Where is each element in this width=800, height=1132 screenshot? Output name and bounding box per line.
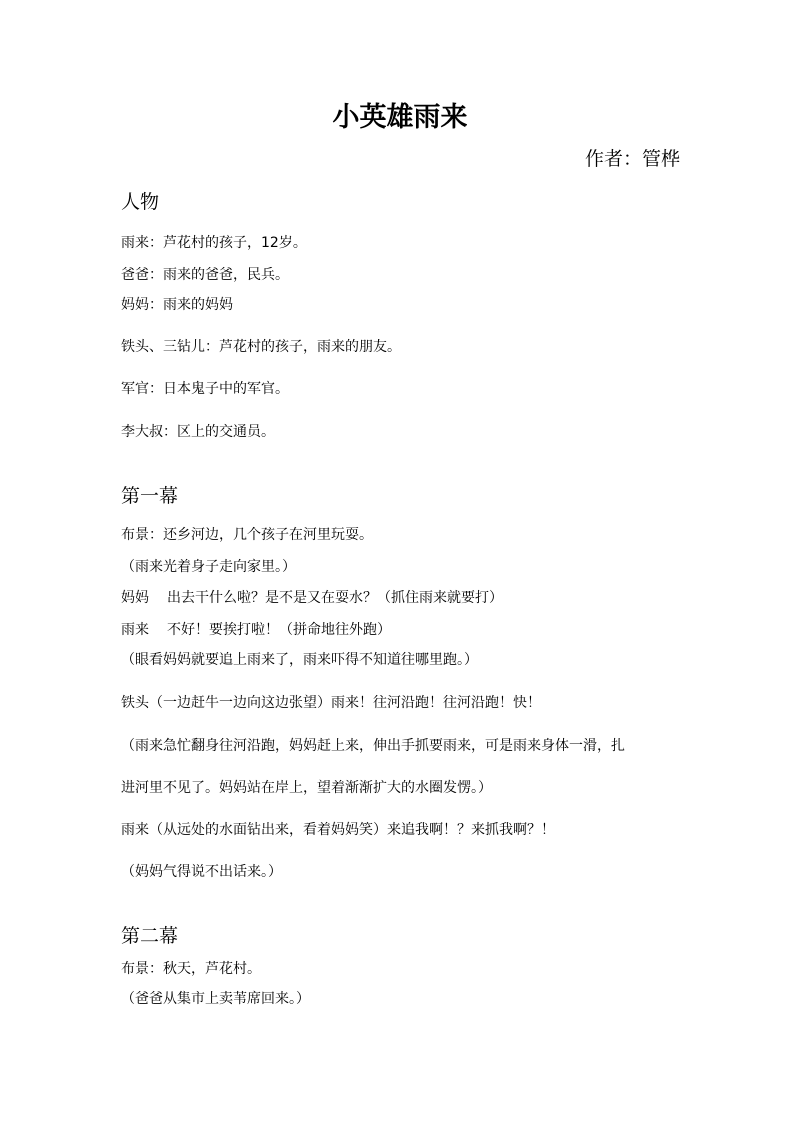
- character-line-li: 李大叔：区上的交通员。: [121, 424, 275, 440]
- act1-dialogue-yulai: 雨来（从远处的水面钻出来，看着妈妈笑）来追我啊！？来抓我啊？！: [121, 822, 555, 838]
- speaker-yulai: 雨来: [121, 622, 149, 638]
- act1-stage-direction: 进河里不见了。妈妈站在岸上，望着渐渐扩大的水圈发愣。）: [121, 780, 492, 796]
- character-line-tietou: 铁头、三钻儿：芦花村的孩子，雨来的朋友。: [121, 339, 401, 355]
- character-line-yulai: 雨来：芦花村的孩子，12岁。: [121, 235, 307, 251]
- act1-setting: 布景：还乡河边，几个孩子在河里玩耍。: [121, 527, 373, 543]
- act1-dialogue-tietou: 铁头（一边赶牛一边向这边张望）雨来！往河沿跑！往河沿跑！快！: [121, 695, 541, 711]
- act1-heading: 第一幕: [121, 485, 179, 507]
- act1-stage-direction: （妈妈气得说不出话来。）: [121, 864, 282, 880]
- act2-stage-direction: （爸爸从集市上卖苇席回来。）: [121, 991, 310, 1007]
- act1-stage-direction: （雨来急忙翻身往河沿跑，妈妈赶上来，伸出手抓要雨来，可是雨来身体一滑，扎: [121, 738, 625, 754]
- speaker-mama: 妈妈: [121, 590, 149, 606]
- character-line-baba: 爸爸：雨来的爸爸，民兵。: [121, 267, 289, 283]
- act2-heading: 第二幕: [121, 925, 179, 947]
- act1-dialogue-mama: [121, 587, 503, 609]
- dialogue-text: 出去干什么啦？是不是又在耍水？（抓住雨来就要打）: [167, 590, 503, 606]
- act1-stage-direction: （眼看妈妈就要追上雨来了，雨来吓得不知道往哪里跑。）: [121, 652, 478, 668]
- character-line-officer: 军官：日本鬼子中的军官。: [121, 381, 289, 397]
- character-line-mama: 妈妈：雨来的妈妈: [121, 297, 233, 313]
- author-line: 作者：管桦: [584, 148, 680, 170]
- characters-heading: 人物: [121, 191, 160, 213]
- act1-stage-direction: （雨来光着身子走向家里。）: [121, 559, 296, 575]
- page-title: 小英雄雨来: [332, 102, 468, 133]
- dialogue-text: 不好！要挨打啦！（拼命地往外跑）: [167, 622, 391, 638]
- act1-dialogue-yulai: [121, 619, 391, 641]
- act2-setting: 布景：秋天，芦花村。: [121, 961, 261, 977]
